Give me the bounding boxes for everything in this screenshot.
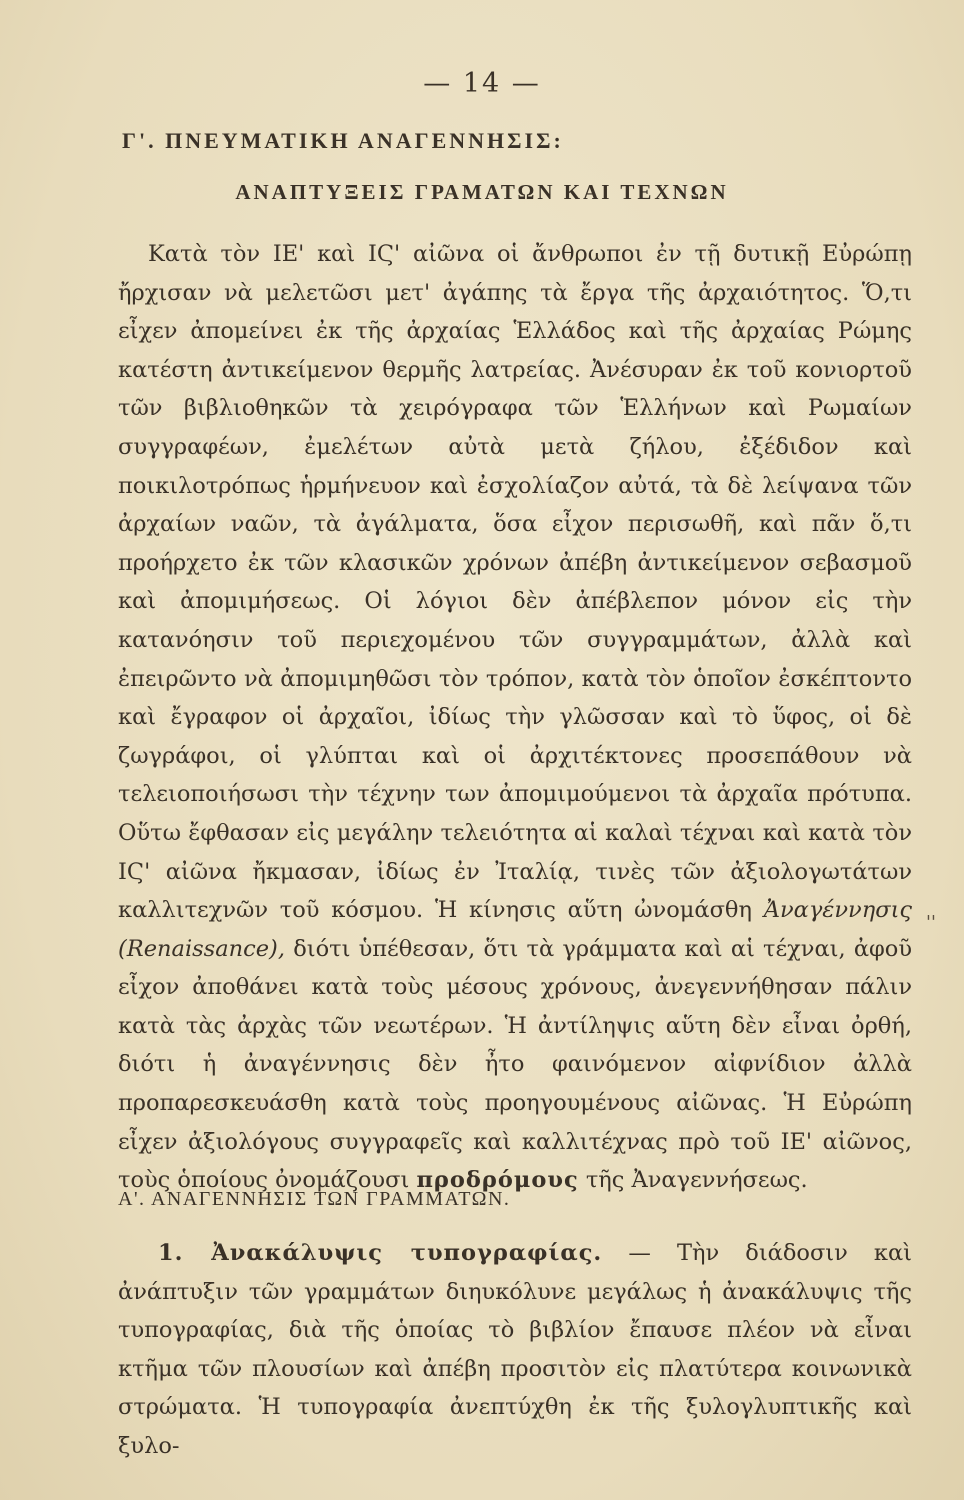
- section-heading: Γ'. ΠΝΕΥΜΑΤΙΚΗ ΑΝΑΓΕΝΝΗΣΙΣ:: [122, 128, 564, 153]
- renaissance-term: Ἀναγέννησις (Renaissance),: [118, 897, 912, 962]
- forerunners-term: προδρόμους: [416, 1167, 579, 1194]
- printing-lead: 1. Ἀνακάλυψις τυπογραφίας.: [158, 1240, 603, 1266]
- paragraph-printing: [118, 1234, 912, 1466]
- margin-mark: '': [926, 912, 936, 933]
- paragraph-text: — Τὴν διάδοσιν καὶ ἀνάπτυξιν τῶν γραμμάτων διηυκόλυνε μεγάλως ἡ ἀνακάλυψις τῆς τυπογραφίας, διὰ τῆς ὁποίας τὸ βιβλίον ἔπαυσε πλέον νὰ εἶναι κτῆμα τῶν πλουσίων καὶ ἀπέβη προσιτὸν εἰς πλατύτερα κοινωνικὰ στρώματα. Ἡ τυπογραφία ἀνεπτύχθη ἐκ τῆς ξυλογλυπτικῆς καὶ ξυλο-: [118, 1240, 913, 1459]
- paragraph-text: τῆς Ἀναγεννήσεως.: [585, 1167, 808, 1194]
- section-subheading: ΑΝΑΠΤΥΞΕΙΣ ΓΡΑΜΑΤΩΝ ΚΑΙ ΤΕΧΝΩΝ: [235, 180, 729, 204]
- paragraph-renaissance-intro: [118, 235, 912, 1200]
- subsection-heading: Α'. ΑΝΑΓΕΝΝΗΣΙΣ ΤΩΝ ΓΡΑΜΜΑΤΩΝ.: [118, 1188, 511, 1210]
- page-number: — 14 —: [423, 68, 541, 99]
- paragraph-text: Κατὰ τὸν ΙΕ' καὶ ΙϚ' αἰῶνα οἱ ἄνθρωποι ἐν τῇ δυτικῇ Εὐρώπῃ ἤρχισαν νὰ μελετῶσι μετ' ἀγάπης τὰ ἔργα τῆς ἀρχαιότητος. Ὅ,τι εἶχεν ἀπομείνει ἐκ τῆς ἀρχαίας Ἑλλάδος καὶ τῆς ἀρχαίας Ρώμης κατέστη ἀντικείμενον θερμῆς λατρείας. Ἀνέσυραν ἐκ τοῦ κονιορτοῦ τῶν βιβλιοθηκῶν τὰ χειρόγραφα τῶν Ἑλλήνων καὶ Ρωμαίων συγγραφέων, ἐμελέτων αὐτὰ μετὰ ζήλου, ἐξέδιδον καὶ ποικιλοτρόπως ἡρμήνευον καὶ ἐσχολίαζον αὐτά, τὰ δὲ λείψανα τῶν ἀρχαίων ναῶν, τὰ ἀγάλματα, ὅσα εἶχον περισωθῆ, καὶ πᾶν ὅ,τι προήρχετο ἐκ τῶν κλασικῶν χρόνων ἀπέβη ἀντικείμενον σεβασμοῦ καὶ ἀπομιμήσεως. Οἱ λόγιοι δὲν ἀπέβλεπον μόνον εἰς τὴν κατανόησιν τοῦ περιεχομένου τῶν συγγραμμάτων, ἀλλὰ καὶ ἐπειρῶντο νὰ ἀπομιμηθῶσι τὸν τρόπον, κατὰ τὸν ὁποῖον ἐσκέπτοντο καὶ ἔγραφον οἱ ἀρχαῖοι, ἰδίως τὴν γλῶσσαν καὶ τὸ ὕφος, οἱ δὲ ζωγράφοι, οἱ γλύπται καὶ οἱ ἀρχιτέκτονες προσεπάθουν νὰ τελειοποιήσωσι τὴν τέχνην των ἀπομιμούμενοι τὰ ἀρχαῖα πρότυπα. Οὕτω ἔφθασαν εἰς μεγάλην τελειότητα αἱ καλαὶ τέχναι καὶ κατὰ τὸν ΙϚ' αἰῶνα ἤκμασαν, ἰδίως ἐν Ἰταλίᾳ, τινὲς τῶν ἀξιολογωτάτων καλλιτεχνῶν τοῦ κόσμου. Ἡ κίνησις αὕτη ὠνομάσθη: [118, 241, 912, 924]
- paragraph-text: διότι ὑπέθεσαν, ὅτι τὰ γράμματα καὶ αἱ τέχναι, ἀφοῦ εἶχον ἀποθάνει κατὰ τοὺς μέσους χρόνους, ἀνεγεννήθησαν πάλιν κατὰ τὰς ἀρχὰς τῶν νεωτέρων. Ἡ ἀντίληψις αὕτη δὲν εἶναι ὀρθή, διότι ἡ ἀναγέννησις δὲν ἦτο φαινόμενον αἰφνίδιον ἀλλὰ προπαρεσκευάσθη κατὰ τοὺς προηγουμένους αἰῶνας. Ἡ Εὐρώπη εἶχεν ἀξιολόγους συγγραφεῖς καὶ καλλιτέχνας πρὸ τοῦ ΙΕ' αἰῶνος, τοὺς ὁποίους ὀνομάζουσι: [118, 935, 913, 1194]
